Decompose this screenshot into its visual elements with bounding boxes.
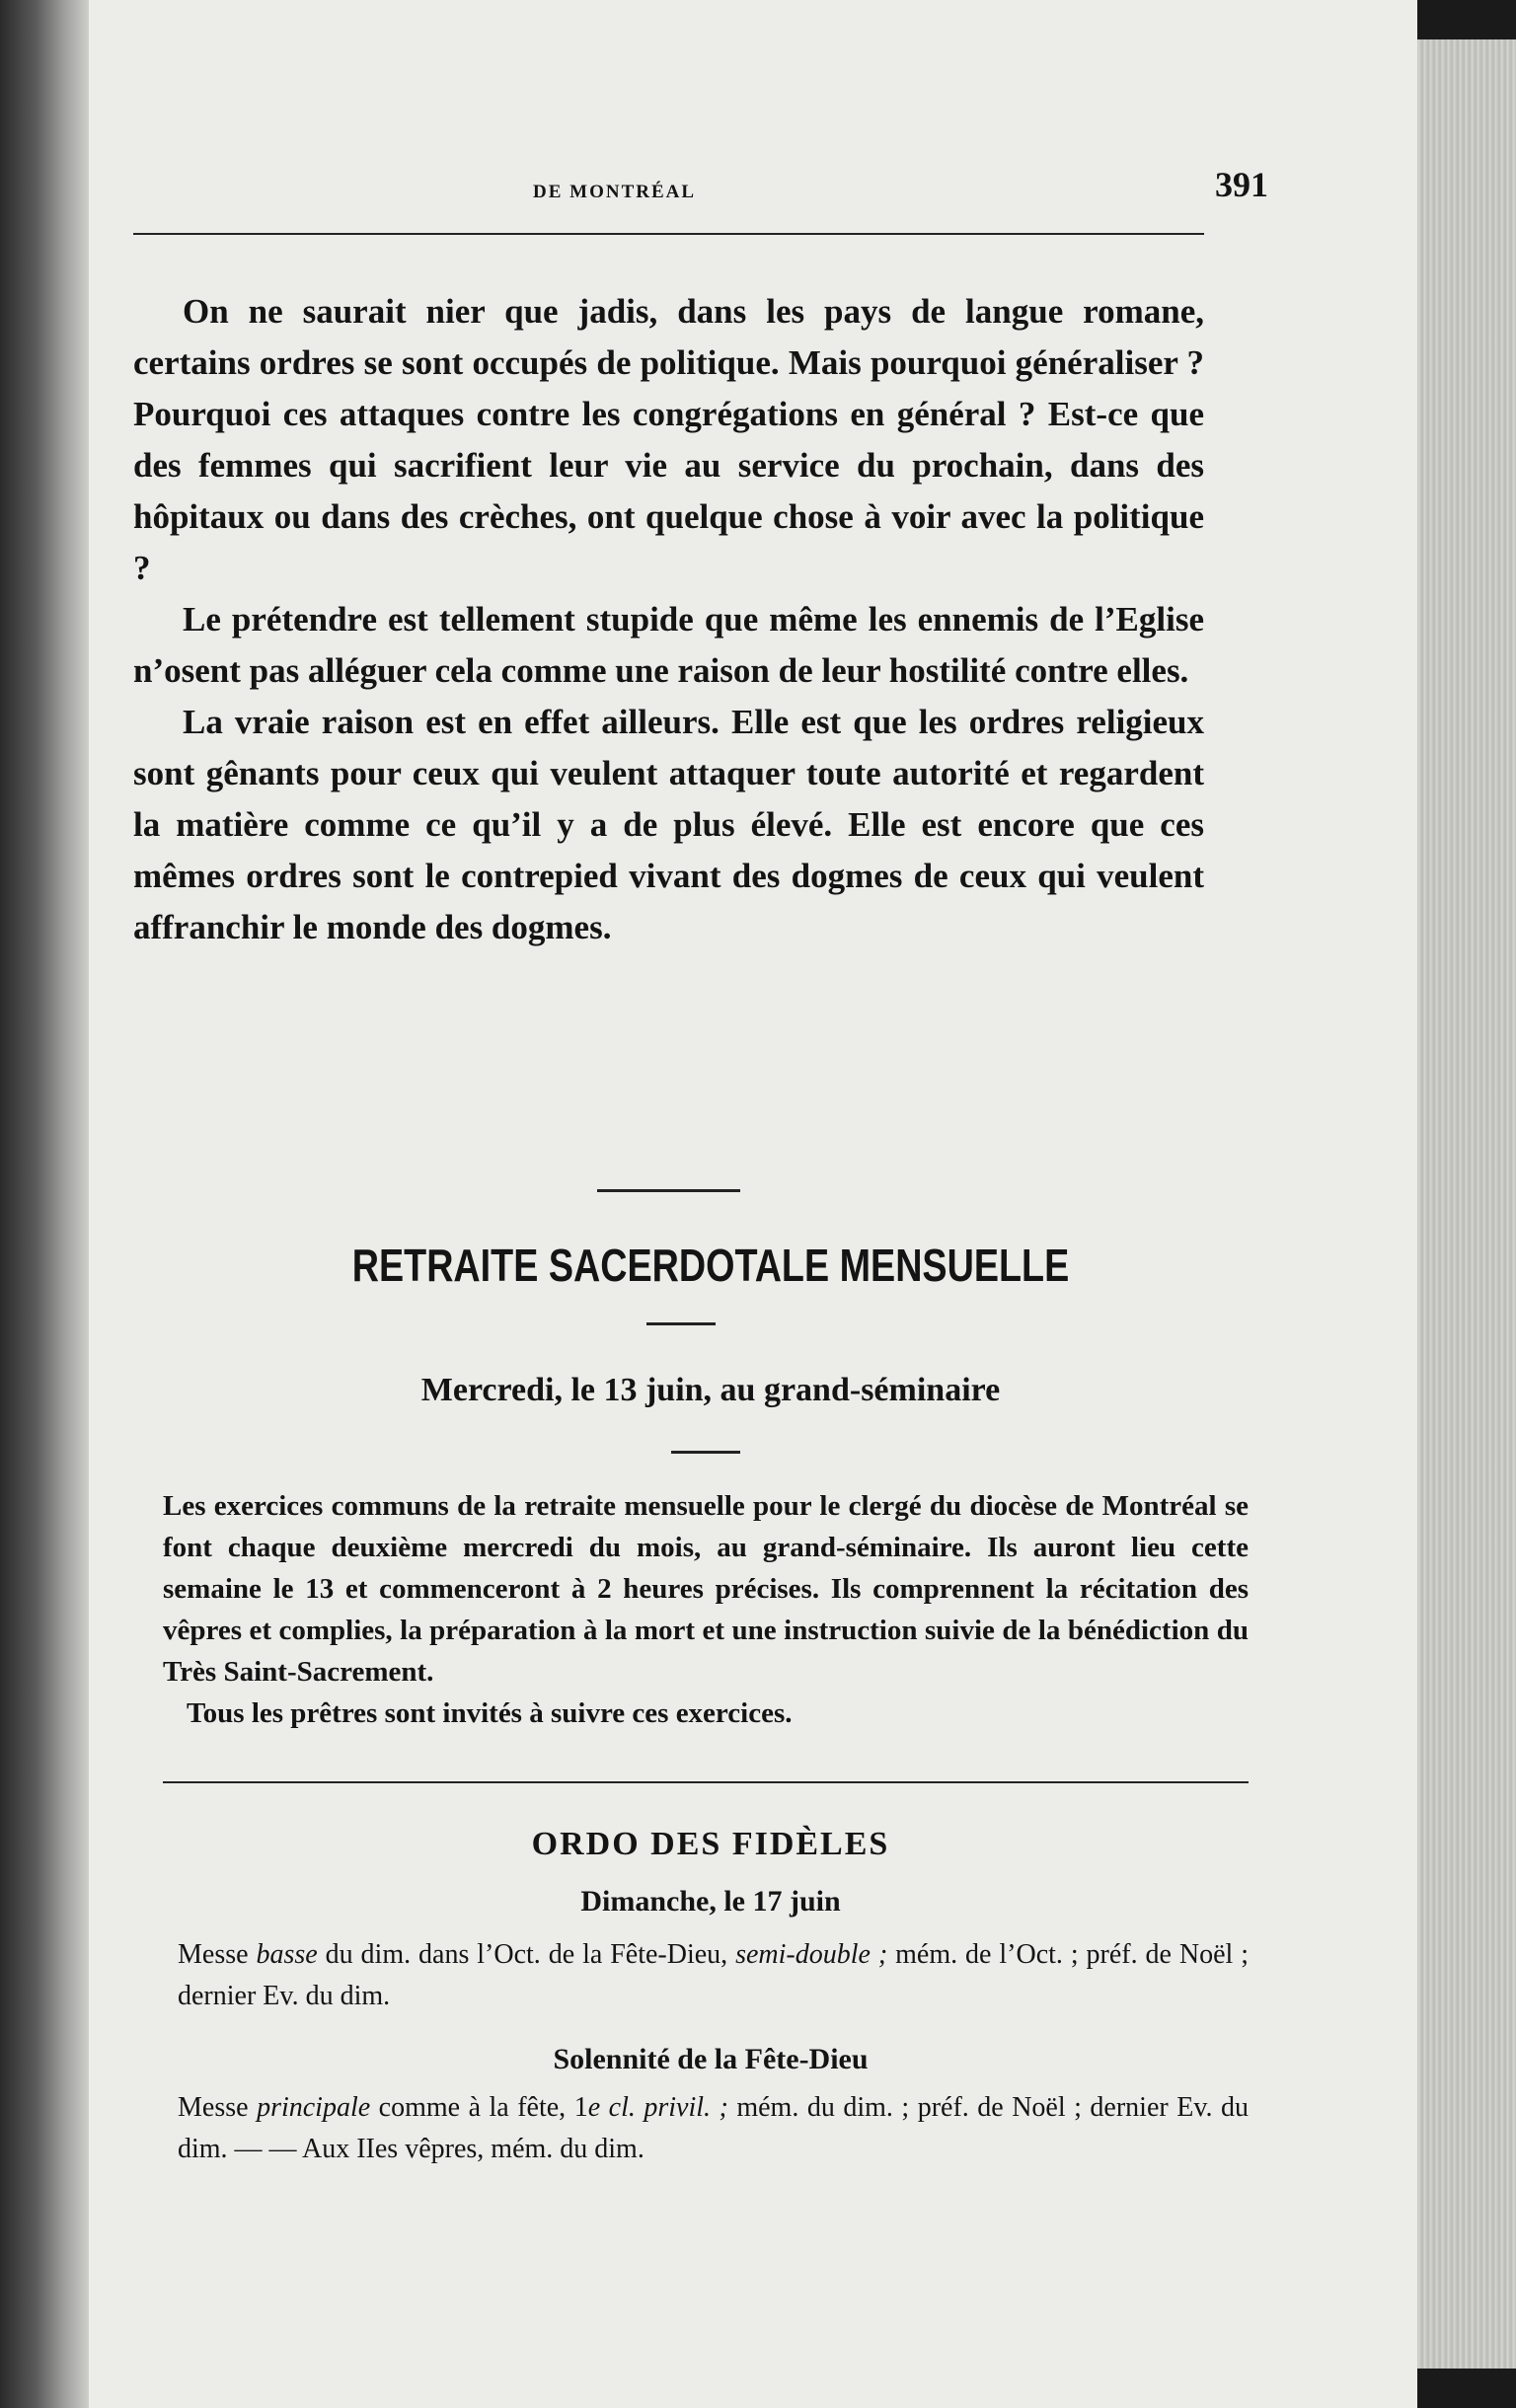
- italic-run: basse: [256, 1939, 318, 1970]
- header-rule: [133, 233, 1204, 235]
- book-page-edges-right: [1407, 39, 1516, 2369]
- section-divider: [597, 1189, 740, 1192]
- text-run: Messe: [178, 1939, 257, 1970]
- ordo-title: ORDO DES FIDÈLES: [531, 1826, 890, 1862]
- page-number: 391: [1215, 165, 1268, 204]
- italic-run: semi-double ;: [735, 1939, 888, 1970]
- ordo-day: Dimanche, le 17 juin: [580, 1885, 841, 1918]
- running-head: [133, 165, 1288, 215]
- book-binding-left: [0, 0, 89, 2408]
- paragraph: Les exercices communs de la retraite mensuelle pour le clergé du diocèse de Montréal se font chaque deuxième mercredi du mois, au grand-séminaire. Ils auront lieu cette semaine le 13 et commenceront à 2 heures précises. Ils comprennent la récitation des vêpres et complies, la préparation à la mort et une instruction suivie de la bénédiction du Très Saint-Sacrement.: [163, 1490, 1249, 1688]
- paragraph: Le prétendre est tellement stupide que même les ennemis de l’Eglise n’osent pas alléguer cela comme une raison de leur hostilité contre elles.: [133, 600, 1204, 690]
- text-run: mém. du dim. ; préf. de Noël ; dernier Ev. du dim. — — Aux IIes vêpres, mém. du dim.: [178, 2092, 1250, 2164]
- section-subtitle: Mercredi, le 13 juin, au grand-séminaire: [420, 1372, 1001, 1408]
- subtitle-divider: [671, 1451, 740, 1454]
- book-page: [89, 0, 1417, 2408]
- paragraph: On ne saurait nier que jadis, dans les pays de langue romane, certains ordres se sont occupés de politique. Mais pourquoi généraliser ? Pourquoi ces attaques contre les congrégations en général ? Est-ce que des femmes qui sacrifient leur vie au service du prochain, dans des hôpitaux ou dans des crèches, ont quelque chose à voir avec la politique ?: [133, 292, 1204, 587]
- ordo-mass-low: [178, 1934, 1249, 2017]
- article-body: [133, 286, 1204, 953]
- paragraph: [178, 2087, 1249, 2170]
- text-run: comme à la fête, 1: [370, 2092, 588, 2123]
- title-divider: [646, 1322, 716, 1325]
- text-run: mém. de l’Oct. ; préf. de Noël ; dernier Ev. du dim.: [178, 1939, 1250, 2011]
- italic-run: e cl. privil. ;: [587, 2092, 728, 2123]
- paragraph: La vraie raison est en effet ailleurs. Elle est que les ordres religieux sont gênants pour ceux qui veulent attaquer toute autorité et regardent la matière comme ce qu’il y a de plus élevé. Elle est encore que ces mêmes ordres sont le contrepied vivant des dogmes de ceux qui veulent affranchir le monde des dogmes.: [133, 703, 1204, 946]
- text-run: du dim. dans l’Oct. de la Fête-Dieu,: [317, 1939, 736, 1970]
- paragraph: Tous les prêtres sont invités à suivre ces exercices.: [187, 1697, 793, 1729]
- paragraph: [178, 1934, 1249, 2017]
- section-title: RETRAITE SACERDOTALE MENSUELLE: [351, 1240, 1070, 1291]
- section-rule: [163, 1781, 1249, 1783]
- retreat-notice: [163, 1485, 1249, 1734]
- italic-run: principale: [257, 2092, 371, 2123]
- running-title: DE MONTRÉAL: [533, 182, 697, 202]
- ordo-solemnity: Solennité de la Fête-Dieu: [553, 2043, 869, 2075]
- ordo-mass-principal: [178, 2087, 1249, 2170]
- text-run: Messe: [178, 2092, 258, 2123]
